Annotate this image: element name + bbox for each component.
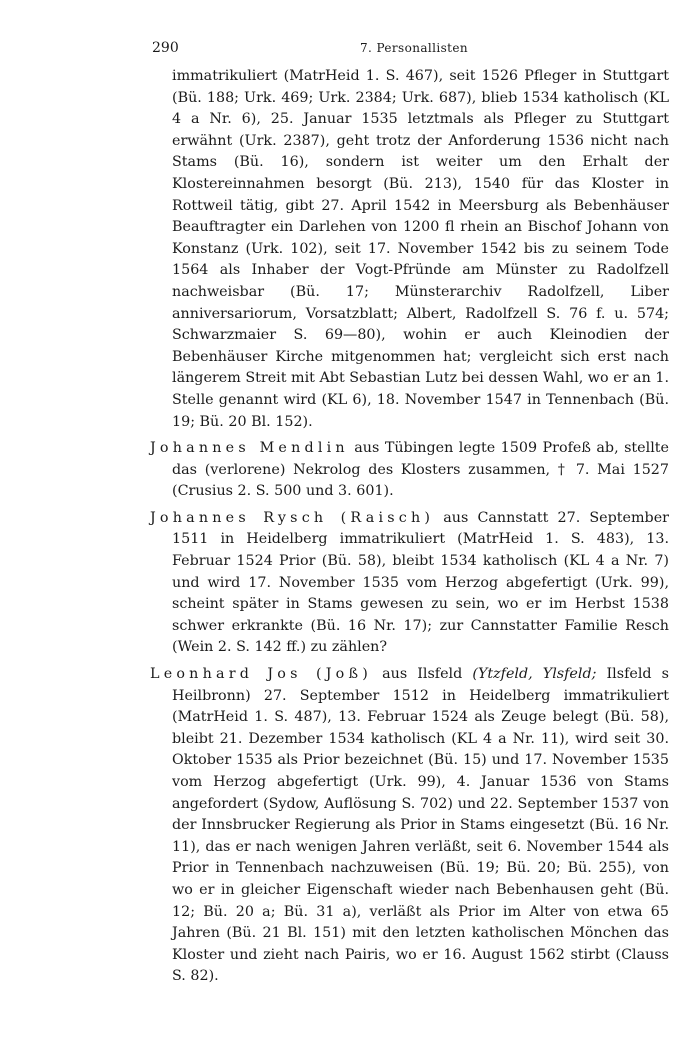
person-name: Johannes Mendlin [150, 440, 349, 457]
entry-leonhard-jos [150, 664, 669, 988]
person-name: Johannes Rysch (Raisch) [150, 509, 435, 526]
body-text [150, 66, 669, 988]
place-variants: (Ytzfeld, Ylsfeld; [472, 666, 597, 683]
paragraph-text: immatrikuliert (MatrHeid 1. S. 467), seit 1526 Pfleger in Stuttgart (Bü. 188; Urk. 469; Urk. 2384; Urk. 687), blieb 1534 katholisch (KL 4 a Nr. 6), 25. Januar 1535 letztmals als Pfleger zu Stuttgart erwähnt (Urk. 2387), geht trotz der Anforderung 1536 nicht nach Stams (Bü. 16), sondern ist weiter um den Erhalt der Klostereinnahmen besorgt (Bü. 213), 1540 für das Kloster in Rottweil tätig, gibt 27. April 1542 in Meersburg als Bebenhäuser Beauftragter ein Darlehen von 1200 fl rhein an Bischof Johann von Konstanz (Urk. 102), seit 17. November 1542 bis zu seinem Tode 1564 als Inhaber der Vogt-Pfründe am Münster zu Radolfzell nachweisbar (Bü. 17; Münsterarchiv Radolfzell, Liber anniversariorum, Vorsatzblatt; Albert, Radolfzell S. 76 f. u. 574; Schwarzmaier S. 69—80), wohin er auch Kleinodien der Bebenhäuser Kirche mitgenommen hat; vergleicht sich erst nach längerem Streit mit Abt Sebastian Lutz bei dessen Wahl, wo er an 1. Stelle genannt wird (KL 6), 18. November 1547 in Tennenbach (Bü. 19; Bü. 20 Bl. 152). [172, 68, 669, 430]
continuation-paragraph [150, 66, 669, 433]
entry-johannes-rysch [150, 508, 669, 659]
entry-text-before: aus Ilsfeld [372, 666, 473, 683]
page-header [0, 40, 700, 60]
entry-johannes-mendlin [150, 438, 669, 503]
entry-text: Ilsfeld s Heilbronn) 27. September 1512 in Heidelberg immatrikuliert (MatrHeid 1. S. 487), 13. Februar 1524 als Zeuge belegt (Bü. 58), bleibt 21. Dezember 1534 katholisch (KL 4 a Nr. 11), wird seit 30. Oktober 1535 als Prior bezeichnet (Bü. 15) und 17. November 1535 vom Herzog abgefertigt (Urk. 99), 4. Januar 1536 von Stams angefordert (Sydow, Auflösung S. 702) und 22. September 1537 von der Innsbrucker Regierung als Prior in Stams eingesetzt (Bü. 16 Nr. 11), das er nach wenigen Jahren verläßt, seit 6. November 1544 als Prior in Tennenbach nachzuweisen (Bü. 19; Bü. 20; Bü. 255), von wo er in gleicher Eigenschaft wieder nach Bebenhausen geht (Bü. 12; Bü. 20 a; Bü. 31 a), verläßt als Prior im Alter von etwa 65 Jahren (Bü. 21 Bl. 151) mit den letzten katholischen Mönchen das Kloster und zieht nach Pairis, wo er 16. August 1562 stirbt (Clauss S. 82). [172, 666, 669, 985]
running-title: 7. Personallisten [360, 41, 469, 55]
entry-text: aus Cannstatt 27. September 1511 in Heidelberg immatrikuliert (MatrHeid 1. S. 483), 13. Februar 1524 Prior (Bü. 58), bleibt 1534 katholisch (KL 4 a Nr. 7) und wird 17. November 1535 vom Herzog abgefertigt (Urk. 99), scheint später in Stams gewesen zu sein, wo er im Herbst 1538 schwer erkrankte (Bü. 16 Nr. 17); zur Cannstatter Familie Resch (Wein 2. S. 142 ff.) zu zählen? [172, 509, 670, 656]
entry-text: aus Tübingen legte 1509 Profeß ab, stellte das (verlorene) Nekrolog des Klosters zusammen, † 7. Mai 1527 (Crusius 2. S. 500 und 3. 601). [172, 440, 669, 500]
page-number: 290 [152, 40, 179, 56]
person-name: Leonhard Jos (Joß) [150, 666, 372, 683]
